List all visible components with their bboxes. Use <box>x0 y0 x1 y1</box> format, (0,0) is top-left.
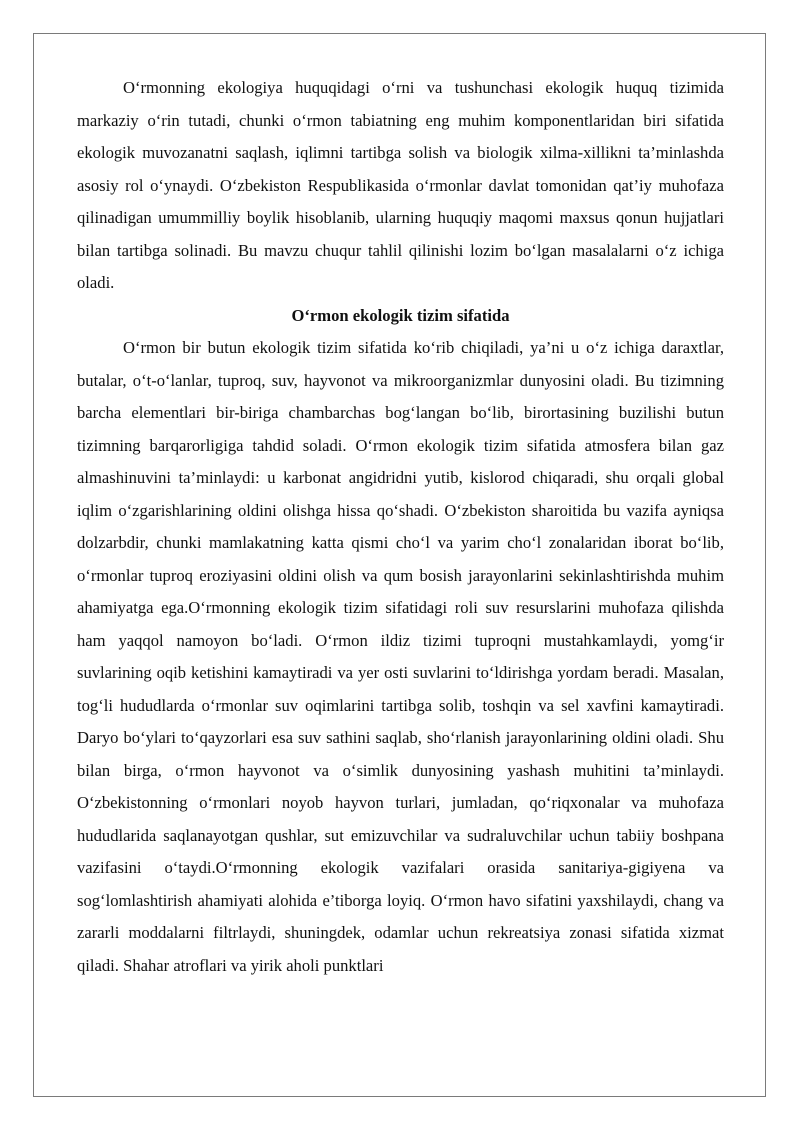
body-paragraph: O‘rmon bir butun ekologik tizim sifatida ko‘rib chiqiladi, ya’ni u o‘z ichiga daraxtlar, butalar, o‘t-o‘lanlar, tuproq, suv, hayvonot va mikroorganizmlar dunyosini oladi. Bu tizimning barcha elementlari bir-biriga chambarchas bog‘langan bo‘lib, birortasining buzilishi butun tizimning barqarorligiga tahdid soladi. O‘rmon ekologik tizim sifatida atmosfera bilan gaz almashinuvini ta’minlaydi: u karbonat angidridni yutib, kislorod chiqaradi, shu orqali global iqlim o‘zgarishlarining oldini olishga hissa qo‘shadi. O‘zbekiston sharoitida bu vazifa ayniqsa dolzarbdir, chunki mamlakatning katta qismi cho‘l va yarim cho‘l zonalaridan iborat bo‘lib, o‘rmonlar tuproq eroziyasini oldini olish va qum bosish jarayonlarini sekinlashtirishda muhim ahamiyatga ega.O‘rmonning ekologik tizim sifatidagi roli suv resurslarini muhofaza qilishda ham yaqqol namoyon bo‘ladi. O‘rmon ildiz tizimi tuproqni mustahkamlaydi, yomg‘ir suvlarining oqib ketishini kamaytiradi va yer osti suvlarini to‘ldirishga yordam beradi. Masalan, tog‘li hududlarda o‘rmonlar suv oqimlarini tartibga solib, toshqin va sel xavfini kamaytiradi. Daryo bo‘ylari to‘qayzorlari esa suv sathini saqlab, sho‘rlanish jarayonlarining oldini oladi. Shu bilan birga, o‘rmon hayvonot va o‘simlik dunyosining yashash muhitini ta’minlaydi. O‘zbekistonning o‘rmonlari noyob hayvon turlari, jumladan, qo‘riqxonalar va muhofaza hududlarida saqlanayotgan qushlar, sut emizuvchilar va sudraluvchilar uchun tabiiy boshpana vazifasini o‘taydi.O‘rmonning ekologik vazifalari orasida sanitariya-gigiyena va sog‘lomlashtirish ahamiyati alohida e’tiborga loyiq. O‘rmon havo sifatini yaxshilaydi, chang va zararli moddalarni filtrlaydi, shuningdek, odamlar uchun rekreatsiya zonasi sifatida xizmat qiladi. Shahar atroflari va yirik aholi punktlari <box>77 338 724 975</box>
section-heading: O‘rmon ekologik tizim sifatida <box>291 305 510 325</box>
document-body <box>77 72 724 982</box>
intro-paragraph: O‘rmonning ekologiya huquqidagi o‘rni va tushunchasi ekologik huquq tizimida markaziy o‘rin tutadi, chunki o‘rmon tabiatning eng muhim komponentlaridan biri sifatida ekologik muvozanatni saqlash, iqlimni tartibga solish va biologik xilma-xillikni ta’minlashda asosiy rol o‘ynaydi. O‘zbekiston Respublikasida o‘rmonlar davlat tomonidan qat’iy muhofaza qilinadigan umummilliy boylik hisoblanib, ularning huquqiy maqomi maxsus qonun hujjatlari bilan tartibga solinadi. Bu mavzu chuqur tahlil qilinishi lozim bo‘lgan masalalarni o‘z ichiga oladi. <box>77 78 724 292</box>
